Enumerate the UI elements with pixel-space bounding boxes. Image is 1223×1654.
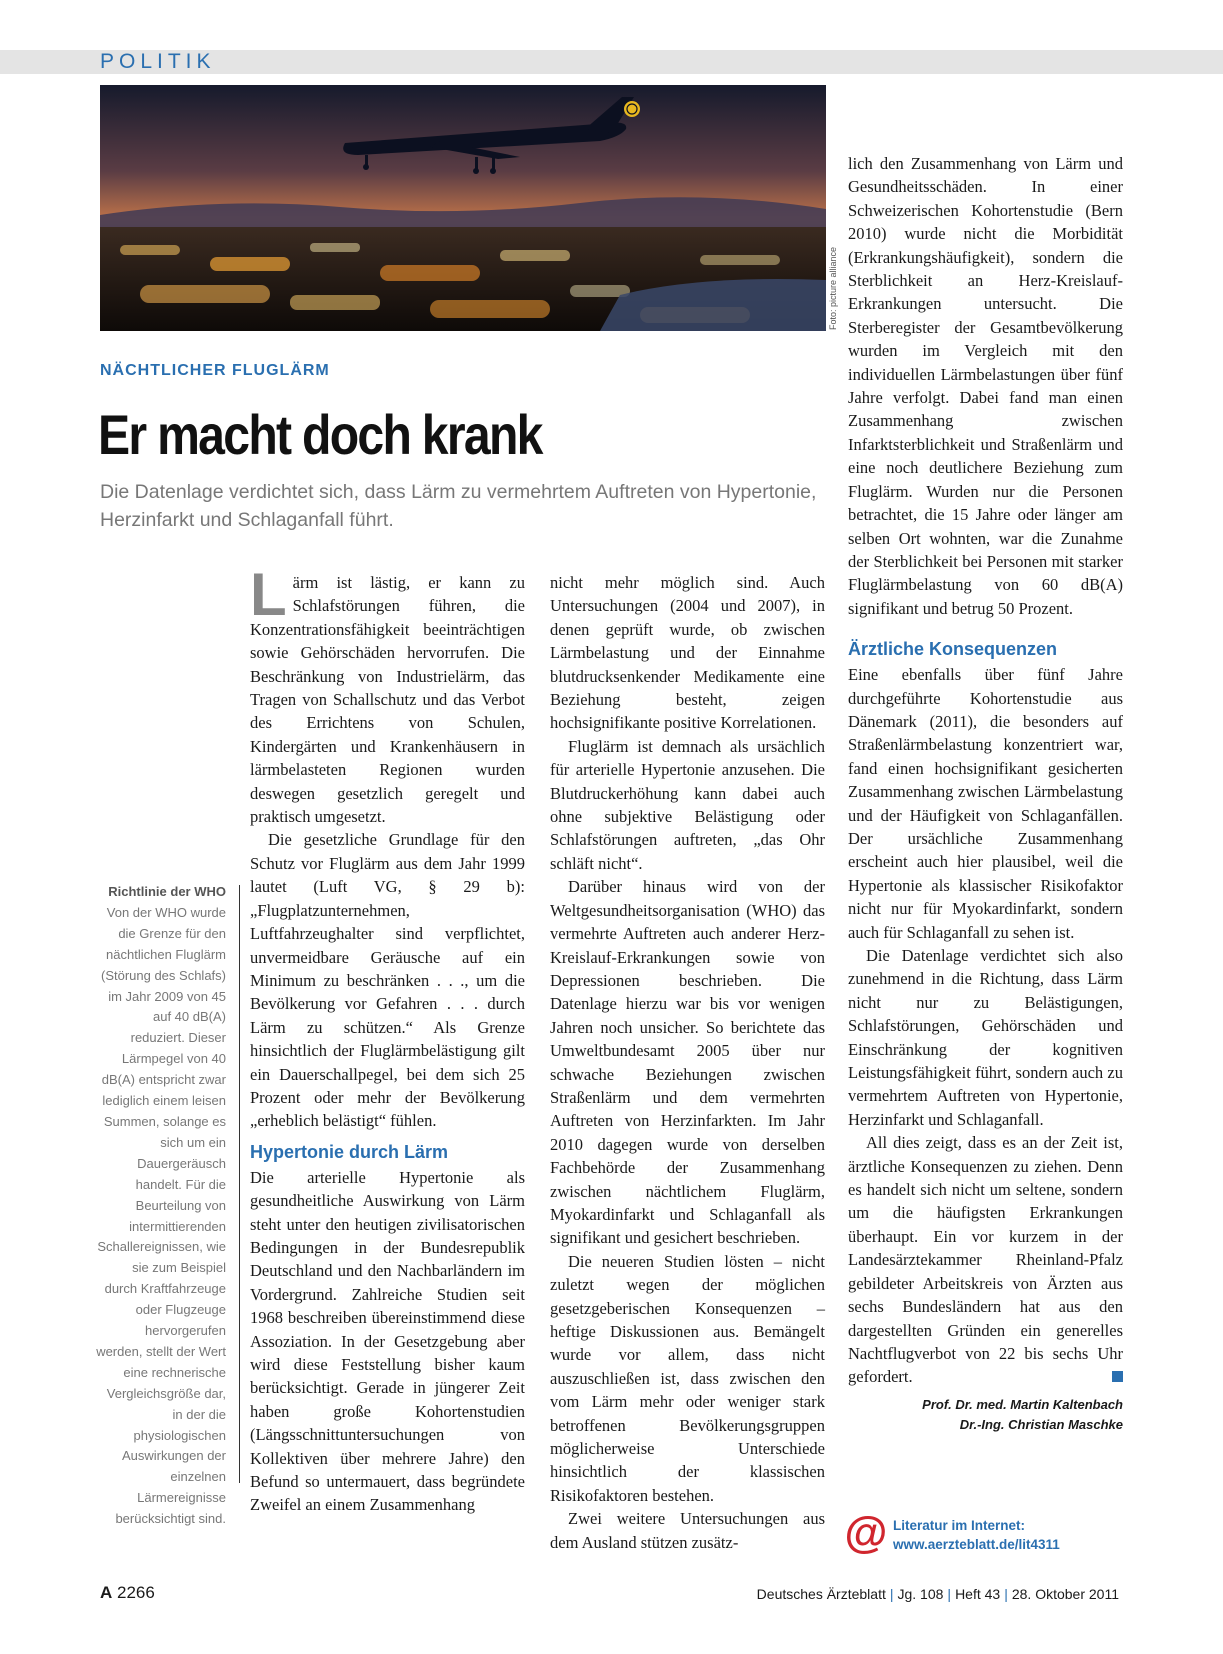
authors bbox=[848, 1395, 1123, 1435]
sidebar-title: Richtlinie der WHO bbox=[108, 884, 226, 899]
svg-text:@: @ bbox=[845, 1513, 887, 1555]
article-column-3 bbox=[848, 152, 1123, 1435]
article-column-1 bbox=[250, 561, 525, 1517]
article-paragraph: Die arterielle Hypertonie als gesundheitliche Auswirkung von Lärm steht unter den heutigen zivilisatorischen Bedingungen in der Bundesrepublik Deutschland und den Nachbarländern im Vordergrund. Zahlreiche Studien seit 1968 beschreiben übereinstimmend diese Assoziation. In der Gesetzgebung aber wird diese Feststellung bisher kaum berücksichtigt. Gerade in jüngerer Zeit haben große Kohortenstudien (Längsschnittuntersuchungen von Kollektiven über mehrere Jahre) den Befund so untermauert, dass begründete Zweifel an einem Zusammenhang bbox=[250, 1167, 525, 1515]
sidebar-box bbox=[96, 882, 226, 1530]
article-paragraph: Die gesetzliche Grundlage für den Schutz vor Fluglärm aus dem Jahr 1999 lautet (Luft VG, § 29 b): „Flugplatzunternehmen, Luftfahrzeughalter sind verpflichtet, unvermeidbare Geräusche auf ein Minimum zu beschränken . . ., um die Bevölkerung vor Gefahren . . . durch Lärm zu schützen.“ Als Grenze hinsichtlich der Fluglärmbelästigung gilt ein Dauerschallpegel, bei dem sich 25 Prozent oder mehr der Bevölkerung „erheblich belästigt“ fühlen. bbox=[250, 830, 525, 1131]
author-name: Prof. Dr. med. Martin Kaltenbach bbox=[922, 1396, 1123, 1412]
article-paragraph: Zwei weitere Untersuchungen aus dem Ausland stützen zusätz- bbox=[550, 1509, 825, 1552]
article-paragraph: Lärm ist lästig, er kann zu Schlafstörungen führen, die Konzentrationsfähigkeit beeinträchtigen sowie Gehörschäden hervorrufen. Die Beschränkung von Industrielärm, das Tragen von Schallschutz und das Verbot des Errichtens von Schulen, Kindergärten und Krankenhäusern in lärmbelasteten Regionen wurden deswegen gesetzlich geregelt und praktisch umgesetzt. bbox=[250, 561, 525, 827]
at-sign-icon bbox=[845, 1513, 887, 1555]
article-paragraph: Die Datenlage verdichtet sich also zunehmend in die Richtung, dass Lärm nicht nur zu Belästigungen, Schlafstörungen, Gehörschäden und Einschränkung der kognitiven Leistungsfähigkeit führt, sondern auch zu vermehrtem Auftreten von Hypertonie, Herzinfarkt und Schlaganfall. bbox=[848, 946, 1123, 1129]
article-column-2 bbox=[550, 571, 825, 1554]
article-paragraph: All dies zeigt, dass es an der Zeit ist, ärztliche Konsequenzen zu ziehen. Denn es handelt sich nicht um seltene, sondern um die häufigsten Erkrankungen überhaupt. Ein vor kurzem in der Landesärztekammer Rheinland-Pfalz gebildeter Arbeitskreis von Ärzten aus sechs Bundesländern hat aus den dargestellten Gründen ein generelles Nachtflugverbot von 22 bis sechs Uhr gefordert. bbox=[848, 1133, 1123, 1387]
literature-url[interactable]: www.aerzteblatt.de/lit4311 bbox=[893, 1537, 1060, 1552]
article-paragraph: Fluglärm ist demnach als ursächlich für arterielle Hypertonie anzusehen. Die Blutdruckerhöhung kann dabei auch ohne subjektive Belästigung oder Schlafstörungen auftreten, „das Ohr schläft nicht“. bbox=[550, 736, 825, 873]
page-number: A 2266 bbox=[100, 1583, 155, 1602]
journal-name: Deutsches Ärzteblatt bbox=[756, 1586, 886, 1602]
journal-issue: Heft 43 bbox=[955, 1586, 1001, 1602]
lead-text: Die Datenlage verdichtet sich, dass Lärm zu vermehrtem Auftreten von Hypertonie, Herzinfarkt und Schlaganfall führt. bbox=[100, 481, 817, 531]
journal-date: 28. Oktober 2011 bbox=[1011, 1586, 1119, 1602]
kicker: NÄCHTLICHER FLUGLÄRM bbox=[100, 362, 330, 379]
airplane-night-photo bbox=[100, 85, 826, 331]
article-paragraph: lich den Zusammenhang von Lärm und Gesundheitsschäden. In einer Schweizerischen Kohortenstudie (Bern 2010) wurde nicht die Morbidität (Erkrankungshäufigkeit), sondern die Sterblichkeit an Herz-Kreislauf-Erkrankungen untersucht. Die Sterberegister der Gesamtbevölkerung wurden im Vergleich mit den individuellen Lärmbelastungen über fünf Jahre verfolgt. Dabei fand man einen Zusammenhang zwischen Infarktsterblichkeit und Straßenlärm und eine noch deutlichere Beziehung zum Fluglärm. Wurden nur die Personen betrachtet, die 15 Jahre oder länger am selben Ort wohnten, war die Zunahme der Sterblichkeit bei Personen mit starker Fluglärmbelastung von 60 dB(A) signifikant und betrug 50 Prozent. bbox=[848, 154, 1123, 618]
article-paragraph: Die neueren Studien lösten – nicht zuletzt wegen der möglichen gesetzgeberischen Konsequenzen – heftige Diskussionen aus. Bemängelt wurde vor allem, dass nicht auszuschließen ist, dass zwischen den vom Lärm mehr oder weniger stark betroffenen Bevölkerungsgruppen möglicherweise Unterschiede hinsichtlich der klassischen Risikofaktoren bestehen. bbox=[550, 1251, 825, 1505]
sidebar-text: Von der WHO wurde die Grenze für den nächtlichen Fluglärm (Störung des Schlafs) im Jahr 2009 von 45 auf 40 dB(A) reduziert. Dieser Lärmpegel von 40 dB(A) entspricht zwar lediglich einem leisen Summen, solange es sich um ein Dauergeräusch handelt. Für die Beurteilung von intermittierenden Schallereignissen, wie sie zum Beispiel durch Kraftfahrzeuge oder Flugzeuge hervorgerufen werden, stellt der Wert eine rechnerische Vergleichsgröße dar, in der die physiologischen Auswirkungen der einzelnen Lärmereignisse berücksichtigt sind. bbox=[96, 904, 226, 1527]
headline: Er macht doch krank bbox=[98, 403, 542, 466]
subheading-hypertonie: Hypertonie durch Lärm bbox=[250, 1141, 449, 1162]
footer-citation: Deutsches Ärzteblatt | Jg. 108 | Heft 43 | 28. Oktober 2011 bbox=[756, 1586, 1119, 1602]
section-label: POLITIK bbox=[100, 50, 216, 73]
photo-credit: Foto: picture alliance bbox=[828, 246, 838, 330]
literature-label: Literatur im Internet: bbox=[893, 1518, 1026, 1533]
drop-cap: L bbox=[250, 561, 287, 628]
article-paragraph: nicht mehr möglich sind. Auch Untersuchungen (2004 und 2007), in denen geprüft wurde, ob zwischen Lärmbelastung und der Einnahme blutdrucksenkender Medikamente eine Beziehung besteht, zeigen hochsignifikante positive Korrelationen. bbox=[550, 573, 825, 733]
sidebar-divider bbox=[239, 885, 240, 1483]
airplane-photo-svg bbox=[100, 85, 826, 331]
author-name: Dr.-Ing. Christian Maschke bbox=[959, 1416, 1123, 1432]
end-mark-icon bbox=[1112, 1371, 1123, 1382]
subheading-konsequenzen: Ärztliche Konsequenzen bbox=[848, 639, 1058, 660]
article-paragraph: Darüber hinaus wird von der Weltgesundheitsorganisation (WHO) das vermehrte Auftreten auch anderer Herz-Kreislauf-Erkrankungen sowie von Depressionen beschrieben. Die Datenlage hierzu war bis vor wenigen Jahren noch unsicher. So berichtete das Umweltbundesamt 2005 über nur schwache Beziehungen zwischen Straßenlärm und dem vermehrten Auftreten von Herzinfarkten. Im Jahr 2010 dagegen wurde von derselben Fachbehörde der Zusammenhang zwischen nächtlichem Fluglärm, Myokardinfarkt und Schlaganfall als signifikant und gesichert beschrieben. bbox=[550, 877, 825, 1248]
journal-volume: Jg. 108 bbox=[897, 1586, 944, 1602]
article-paragraph: Eine ebenfalls über fünf Jahre durchgeführte Kohortenstudie aus Dänemark (2011), die besonders auf Straßenlärmbelastung konzentriert war, fand einen hochsignifikant gesicherten Zusammenhang zwischen Lärmbelastung und der Häufigkeit von Schlaganfällen. Der ursächliche Zusammenhang erscheint auch hier plausibel, weil die Hypertonie als klassischer Risikofaktor nicht nur für Myokardinfarkt, sondern auch für Schlaganfall zu sehen ist. bbox=[848, 665, 1123, 942]
